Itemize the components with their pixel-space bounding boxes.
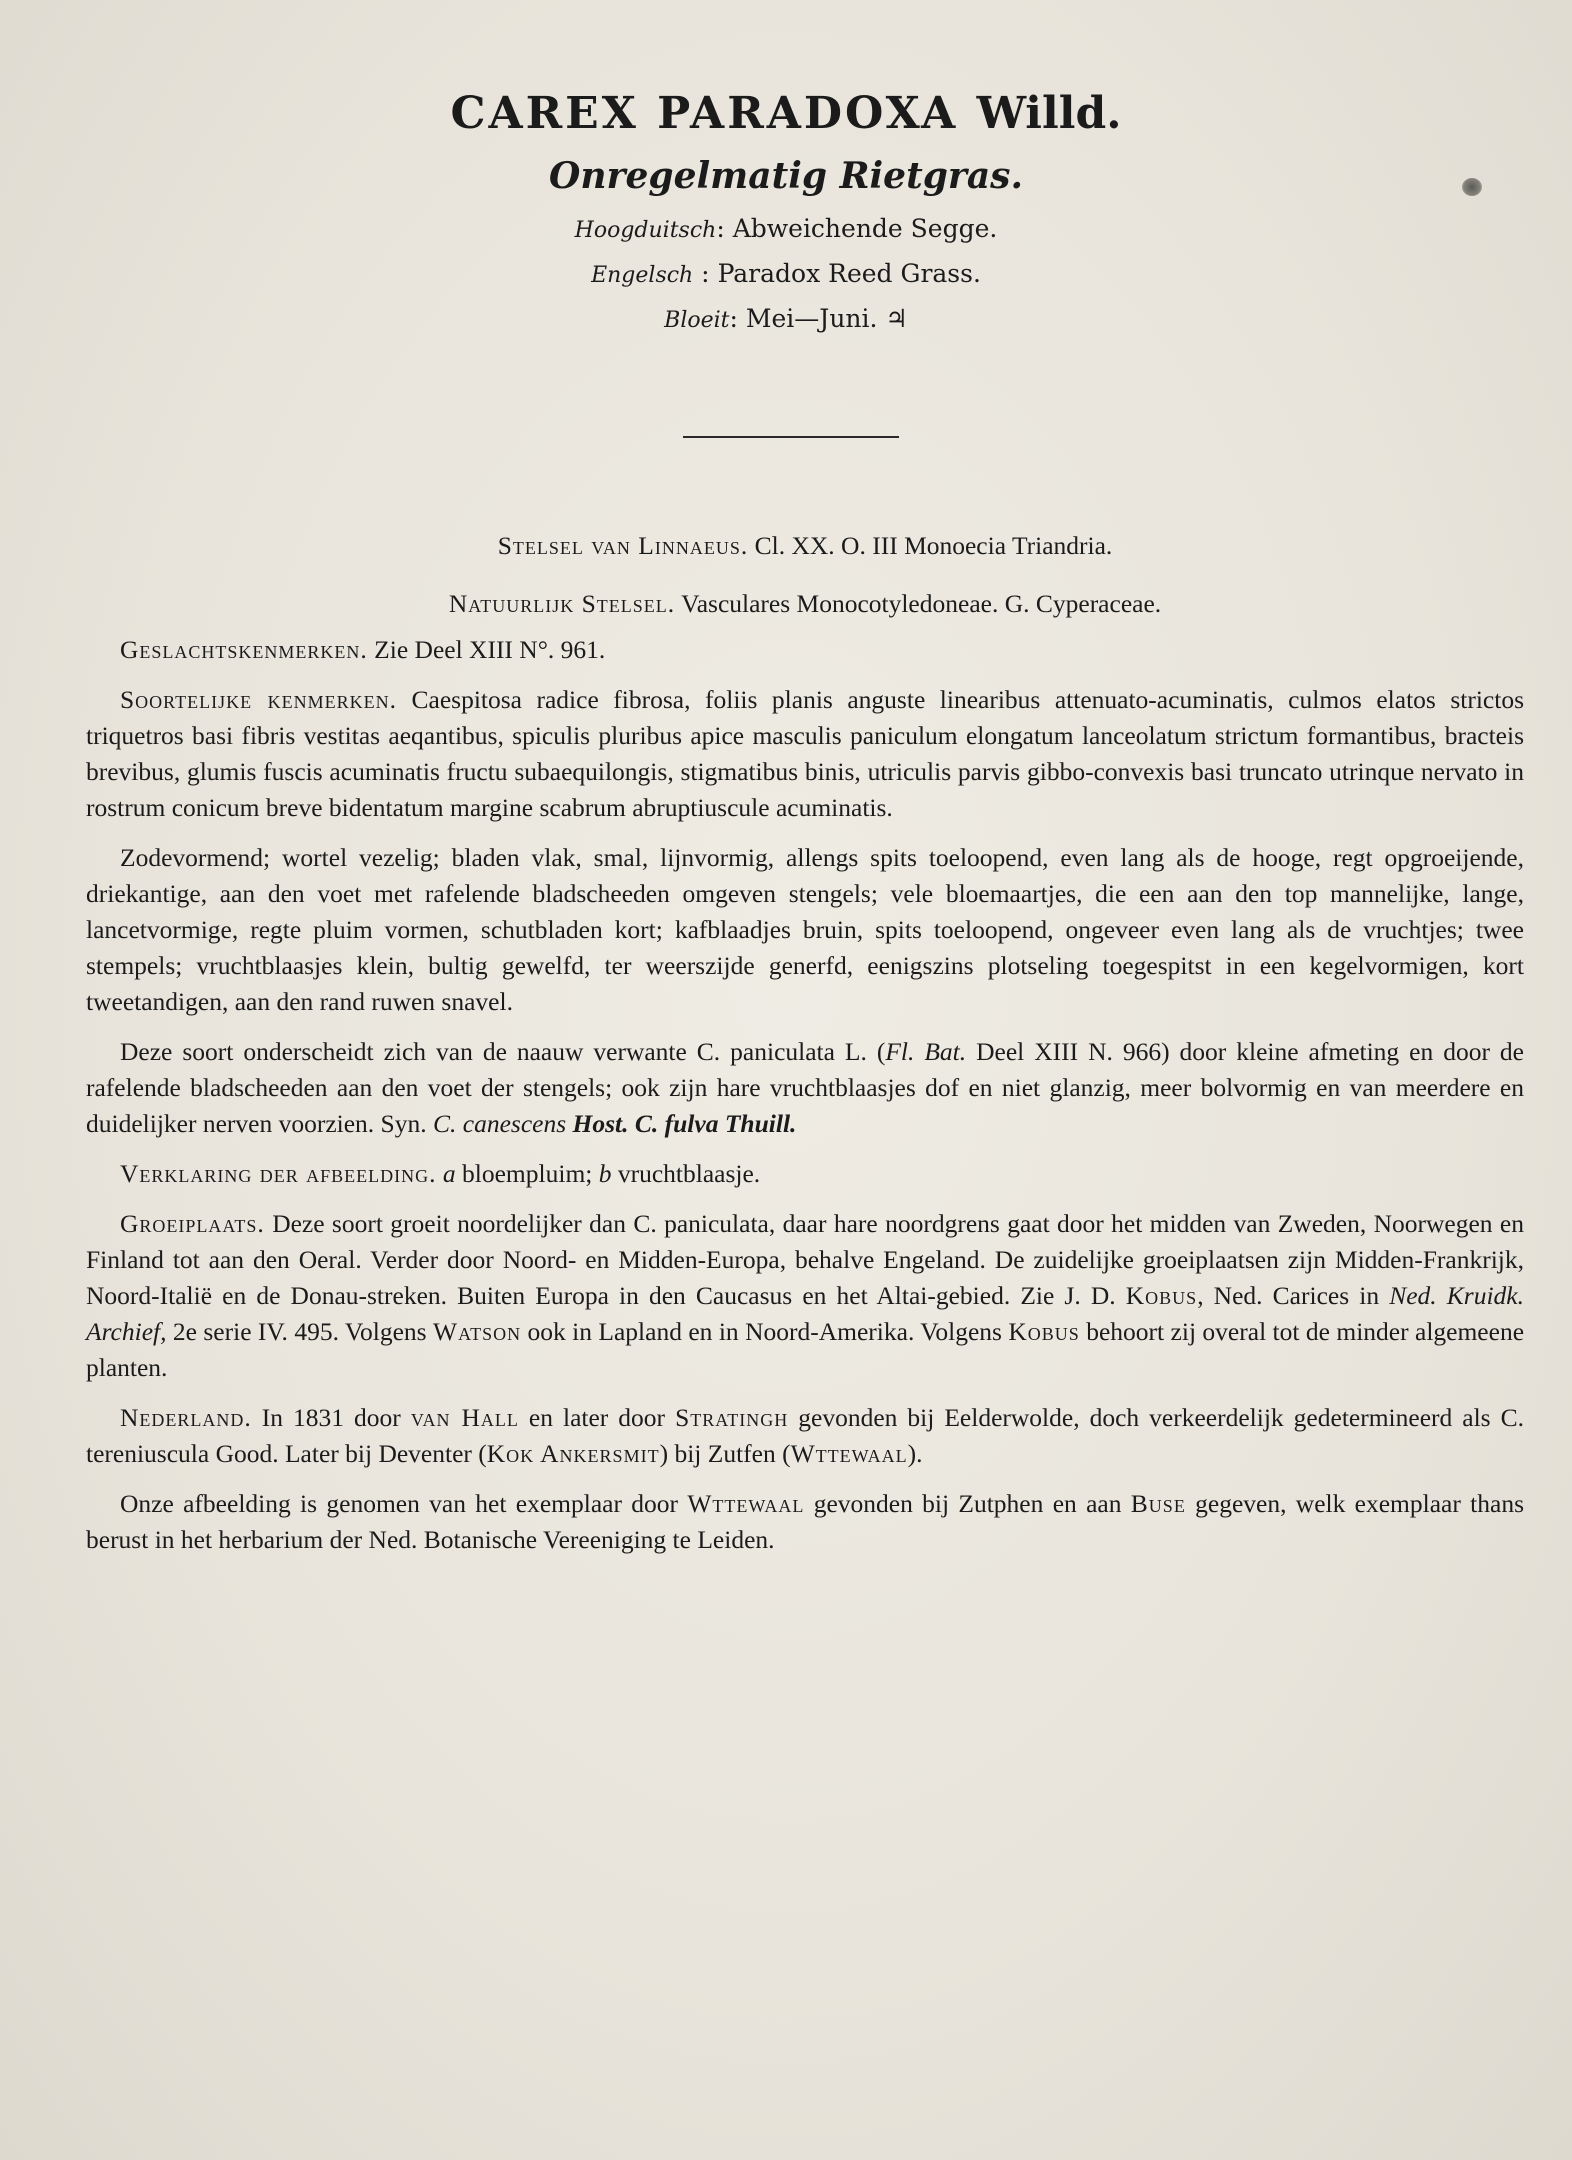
collector-wttewaal-2: Wttewaal bbox=[687, 1489, 805, 1518]
natural-system-label: Natuurlijk Stelsel. bbox=[448, 589, 676, 618]
figure-key-b: b bbox=[598, 1159, 612, 1188]
genus-label: Geslachtskenmerken. bbox=[120, 635, 368, 664]
article-body bbox=[86, 528, 1524, 1572]
english-name: Paradox Reed Grass. bbox=[717, 259, 981, 288]
english-label: Engelsch bbox=[591, 263, 694, 288]
figure-text-b: vruchtblaasje. bbox=[611, 1159, 761, 1188]
species-label: Soortelijke kenmerken. bbox=[120, 685, 397, 714]
netherlands-label: Nederland. bbox=[120, 1403, 252, 1432]
illustration-text-2: gevonden bij Zutphen en aan bbox=[804, 1489, 1131, 1518]
habitat-label: Groeiplaats. bbox=[120, 1209, 265, 1238]
figure-explanation bbox=[86, 1156, 1524, 1192]
natural-system bbox=[86, 586, 1524, 622]
bloom-value: Mei—Juni. ♃ bbox=[745, 304, 908, 333]
netherlands-text-5: ). bbox=[907, 1439, 923, 1468]
netherlands-paragraph bbox=[86, 1400, 1524, 1472]
netherlands-text-3: gevonden bij Eelderwolde, doch verkeerdelijk gedetermineerd als C. tereniuscula Good. Later bij Deventer ( bbox=[86, 1403, 1524, 1468]
natural-system-text: Vasculares Monocotyledoneae. G. Cyperaceae. bbox=[681, 589, 1162, 618]
journal-title: Ned. Kruidk. Archief, bbox=[86, 1281, 1524, 1346]
person-buse: Buse bbox=[1130, 1489, 1186, 1518]
linnaeus-label: Stelsel van Linnaeus. bbox=[497, 531, 749, 560]
genus-characters bbox=[86, 632, 1524, 668]
genus-text: Zie Deel XIII N°. 961. bbox=[374, 635, 606, 664]
illustration-text-3: gegeven, welk exemplaar thans berust in het herbarium der Ned. Botanische Vereeniging te Leiden. bbox=[86, 1489, 1524, 1554]
comparison-text-1: Deze soort onderscheidt zich van de naauw verwante C. paniculata L. ( bbox=[120, 1037, 886, 1066]
author-kobus-2: Kobus bbox=[1008, 1317, 1080, 1346]
comparison-paragraph bbox=[86, 1034, 1524, 1142]
dutch-common-name: Onregelmatig Rietgras. bbox=[549, 155, 1023, 197]
german-name-line: Hoogduitsch: Abweichende Segge. bbox=[574, 214, 998, 243]
species-text: Caespitosa radice fibrosa, foliis planis anguste linearibus attenuato-acuminatis, culmos elatos strictos triquetros basi fibris vestitas aeqantibus, spiculis pluribus apice masculis paniculum elongatum lanceolatum strictum formantibus, bracteis brevibus, glumis fuscis acuminatis fructu subaequilongis, stigmatibus binis, utriculis parvis gibbo-convexis basi truncato utrinque nervato in rostrum conicum breve bidentatum margine scabrum abruptiuscule acuminatis. bbox=[86, 685, 1525, 822]
illustration-source-paragraph bbox=[86, 1486, 1524, 1558]
author-kobus: Kobus bbox=[1125, 1281, 1198, 1310]
english-name-line: Engelsch : Paradox Reed Grass. bbox=[591, 259, 981, 288]
collector-wttewaal: Wttewaal bbox=[790, 1439, 908, 1468]
illustration-text-1: Onze afbeelding is genomen van het exemplaar door bbox=[120, 1489, 688, 1518]
description-paragraph: Zodevormend; wortel vezelig; bladen vlak, smal, lijnvormig, allengs spits toeloopend, even lang als de hooge, regt opgroeijende, driekantige, aan den voet met rafelende bladscheeden omgeven stengels; vele bloemaartjes, die een aan den top mannelijke, lange, lancetvormige, regte pluim vormen, schutbladen kort; kafblaadjes bruin, spits toeloopend, ongeveer even lang als de vruchtjes; twee stempels; vruchtblaasjes klein, bultig gewelfd, ter weerszijde generfd, eenigszins plotseling toegespitst in een kegelvormigen, kort tweetandigen, aan den rand ruwen snavel. bbox=[86, 843, 1524, 1016]
latin-name: CAREX PARADOXA bbox=[450, 88, 959, 139]
synonym-1-author: Host. bbox=[572, 1109, 629, 1138]
comparison-text-2: Deel XIII N. 966) door kleine afmeting en door de rafelende bladscheeden aan den voet der stengels; ook zijn hare vruchtblaasjes dof en niet glanzig, meer bolvormig en van meerdere en duidelijker nerven voorzien. Syn. bbox=[86, 1037, 1524, 1138]
figure-key-a: a bbox=[442, 1159, 456, 1188]
species-title bbox=[0, 88, 1572, 139]
synonym-1: C. canescens bbox=[433, 1109, 567, 1138]
habitat-text-2: , Ned. Carices in bbox=[1197, 1281, 1390, 1310]
habitat-paragraph bbox=[86, 1206, 1524, 1386]
section-divider bbox=[683, 436, 899, 438]
bloom-label: Bloeit bbox=[664, 308, 730, 333]
habitat-text-5: behoort zij overal tot de minder algemeene planten. bbox=[86, 1317, 1525, 1382]
bloom-line: Bloeit: Mei—Juni. ♃ bbox=[664, 304, 908, 333]
collector-van-hall: van Hall bbox=[410, 1403, 519, 1432]
habitat-text-3: 2e serie IV. 495. Volgens bbox=[166, 1317, 434, 1346]
habitat-text-4: ook in Lapland en in Noord-Amerika. Volgens bbox=[521, 1317, 1009, 1346]
collector-kok-ankersmit: Kok Ankersmit bbox=[486, 1439, 660, 1468]
netherlands-text-2: en later door bbox=[518, 1403, 676, 1432]
synonym-2-author: Thuill. bbox=[724, 1109, 797, 1138]
figure-text-a: bloempluim; bbox=[455, 1159, 599, 1188]
synonym-2: C. fulva bbox=[634, 1109, 719, 1138]
german-name: Abweichende Segge. bbox=[732, 214, 998, 243]
habitat-text-1: Deze soort groeit noordelijker dan C. paniculata, daar hare noordgrens gaat door het midden van Zweden, Noorwegen en Finland tot aan den Oeral. Verder door Noord- en Midden-Europa, behalve Engeland. De zuidelijke groeiplaatsen zijn Midden-Frankrijk, Noord-Italië en de Donau-streken. Buiten Europa in den Caucasus en het Altai-gebied. Zie J. D. bbox=[86, 1209, 1524, 1310]
netherlands-text-4: ) bij Zutfen ( bbox=[659, 1439, 791, 1468]
linnaeus-system bbox=[86, 528, 1524, 564]
figure-label: Verklaring der afbeelding. bbox=[120, 1159, 437, 1188]
german-label: Hoogduitsch bbox=[574, 218, 717, 243]
collector-stratingh: Stratingh bbox=[675, 1403, 789, 1432]
species-characters bbox=[86, 682, 1524, 826]
netherlands-text-1: In 1831 door bbox=[251, 1403, 411, 1432]
author-abbreviation: Willd. bbox=[976, 88, 1122, 139]
author-watson: Watson bbox=[433, 1317, 522, 1346]
linnaeus-text: Cl. XX. O. III Monoecia Triandria. bbox=[754, 531, 1113, 560]
flora-reference: Fl. Bat. bbox=[885, 1037, 967, 1066]
